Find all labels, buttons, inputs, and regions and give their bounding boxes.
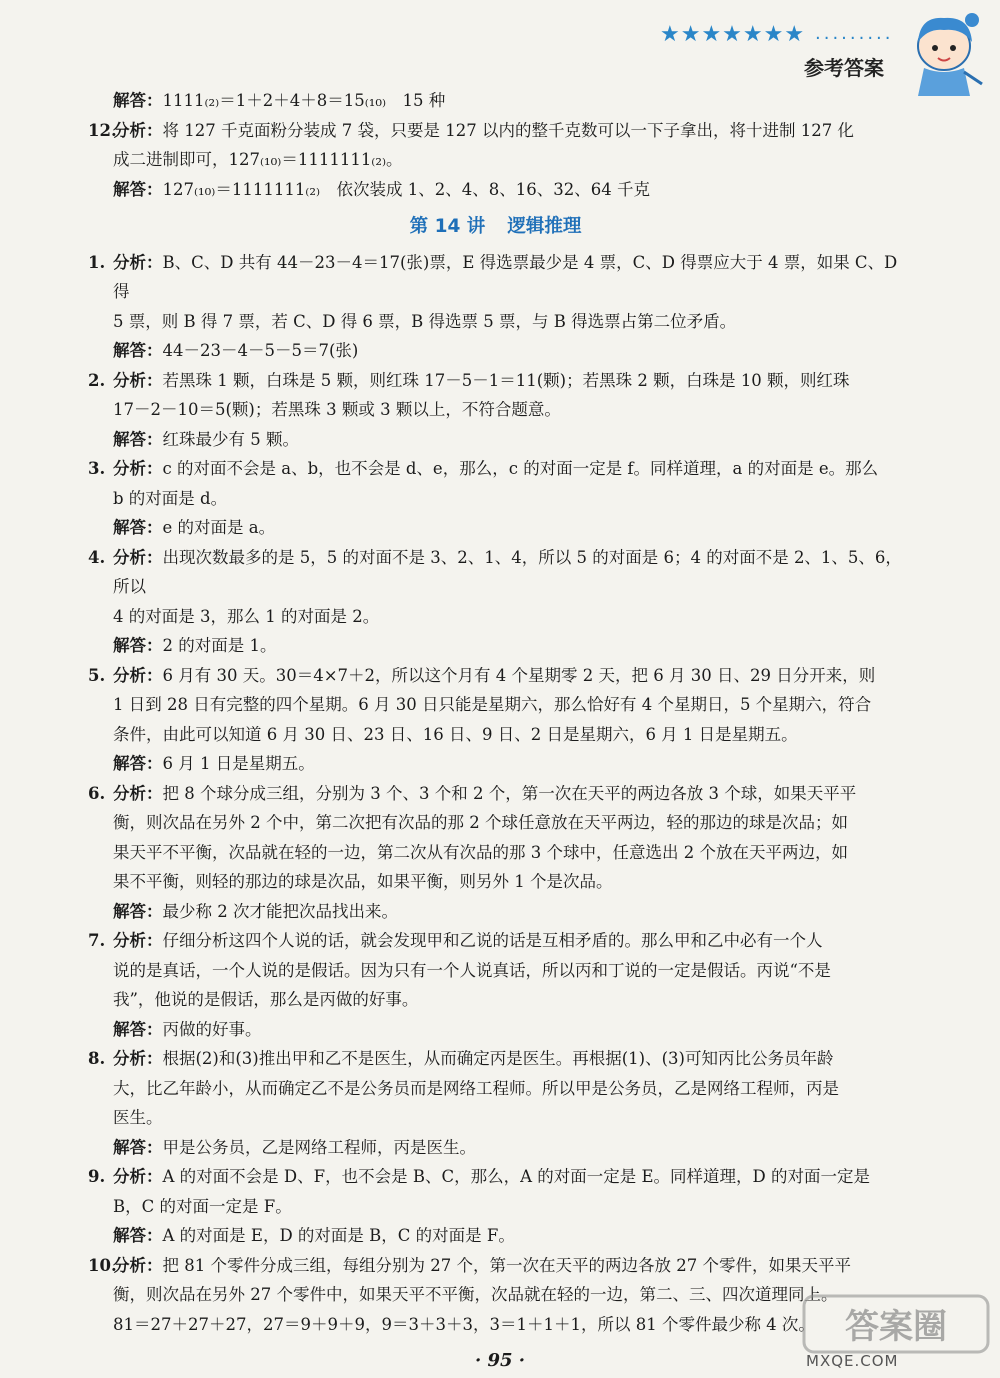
analysis-line: [113, 867, 903, 897]
watermark-url: MXQE.COM: [806, 1352, 899, 1370]
answer-line-11: [88, 86, 903, 116]
analysis-label: 分析：: [113, 1049, 163, 1068]
analysis-text: 条件，由此可以知道 6 月 30 日、23 日、16 日、9 日、2 日是星期六，6 月 1 日是星期五。: [113, 724, 798, 744]
section-name: 逻辑推理: [507, 216, 582, 237]
question-number: 12.: [88, 120, 117, 140]
question-list: [88, 248, 903, 1340]
analysis-text: 1 日到 28 日有完整的四个星期。6 月 30 日只能是星期六，那么恰好有 4 个星期日，5 个星期六，符合: [113, 695, 872, 714]
analysis-text: B，C 的对面一定是 F。: [113, 1196, 292, 1216]
analysis-line: [113, 1044, 903, 1074]
question-number: 2.: [88, 370, 106, 390]
question-item: [88, 366, 903, 455]
page-number: · 95 ·: [474, 1350, 526, 1371]
analysis-text: 果不平衡，则轻的那边的球是次品，如果平衡，则另外 1 个是次品。: [113, 872, 613, 891]
analysis-text: 仔细分析这四个人说的话，就会发现甲和乙说的话是互相矛盾的。那么甲和乙中必有一个人: [162, 931, 823, 950]
answer-label: 解答：: [113, 518, 163, 537]
analysis-line: [113, 690, 903, 720]
question-number: 10.: [88, 1255, 117, 1275]
analysis-line: [113, 1074, 903, 1104]
analysis-line: [113, 454, 903, 484]
analysis-line: [113, 116, 903, 146]
dot-row-decoration: ·········: [815, 28, 894, 49]
analysis-line: [113, 838, 903, 868]
analysis-text: B、C、D 共有 44－23－4＝17(张)票，E 得选票最少是 4 票，C、D 得票应大于 4 票，如果 C、D 得: [113, 252, 898, 301]
analysis-line: [113, 985, 903, 1015]
analysis-label: 分析：: [113, 120, 163, 140]
answer-line: [113, 336, 903, 366]
analysis-label: 分析：: [113, 459, 163, 478]
question-item: [88, 1162, 903, 1251]
analysis-line: [113, 248, 903, 307]
analysis-label: 分析：: [113, 1255, 163, 1275]
analysis-line: [113, 720, 903, 750]
answer-content: [88, 86, 903, 1339]
question-number: 5.: [88, 665, 106, 685]
analysis-text: b 的对面是 d。: [113, 488, 228, 508]
answer-label: 解答：: [113, 91, 163, 110]
girl-cartoon-icon: [900, 6, 990, 98]
answer-line: [113, 749, 903, 779]
analysis-text: 若黑珠 1 颗，白珠是 5 颗，则红珠 17－5－1＝11(颗)；若黑珠 2 颗，白珠是 10 颗，则红珠: [162, 370, 850, 390]
question-item: [88, 454, 903, 543]
analysis-label: 分析：: [113, 370, 163, 390]
question-item-12: [88, 116, 903, 205]
analysis-text: 我”，他说的是假话，那么是丙做的好事。: [113, 990, 419, 1009]
answer-text: 127₍₁₀₎＝1111111₍₂₎ 依次装成 1、2、4、8、16、32、64 千克: [162, 179, 650, 199]
answer-label: 解答：: [113, 901, 163, 921]
question-number: 4.: [88, 547, 106, 567]
analysis-label: 分析：: [113, 1167, 163, 1186]
star-row-decoration: ★★★★★★★: [660, 22, 806, 47]
answer-text: 2 的对面是 1。: [162, 636, 277, 655]
analysis-text: 大，比乙年龄小，从而确定乙不是公务员而是网络工程师。所以甲是公务员，乙是网络工程师，丙是: [113, 1078, 839, 1098]
analysis-line: [113, 1103, 903, 1133]
answer-text: 6 月 1 日是星期五。: [162, 754, 315, 773]
analysis-line: [113, 1162, 903, 1192]
analysis-line: [113, 366, 903, 396]
answer-label: 解答：: [113, 1137, 163, 1157]
answer-text: 红珠最少有 5 颗。: [162, 429, 299, 449]
analysis-line: [113, 926, 903, 956]
answer-text: A 的对面是 E，D 的对面是 B，C 的对面是 F。: [162, 1226, 515, 1245]
page-header: [0, 0, 1000, 100]
analysis-line: 成二进制即可，127₍₁₀₎＝1111111₍₂₎。: [113, 150, 403, 169]
answer-label: 解答：: [113, 754, 163, 773]
analysis-line: [113, 602, 903, 632]
analysis-text: 81＝27＋27＋27，27＝9＋9＋9，9＝3＋3＋3，3＝1＋1＋1，所以 81 个零件最少称 4 次。: [113, 1314, 815, 1334]
analysis-text: 医生。: [113, 1108, 163, 1127]
analysis-text: 出现次数最多的是 5，5 的对面不是 3、2、1、4，所以 5 的对面是 6；4 的对面不是 2、1、5、6，所以: [113, 547, 902, 596]
answer-label: 解答：: [113, 179, 163, 199]
question-item: [88, 926, 903, 1044]
analysis-line: [113, 1251, 903, 1281]
question-number: 6.: [88, 783, 106, 803]
answer-line: [113, 175, 903, 205]
analysis-line: [113, 661, 903, 691]
analysis-line: [113, 779, 903, 809]
question-number: 1.: [88, 252, 106, 272]
answer-text: 丙做的好事。: [162, 1019, 262, 1039]
answer-label: 解答：: [113, 341, 163, 360]
question-item: [88, 661, 903, 779]
question-item: [88, 779, 903, 927]
question-item: [88, 543, 903, 661]
answer-line: [113, 513, 903, 543]
answer-text: 最少称 2 次才能把次品找出来。: [162, 901, 398, 921]
analysis-text: 根据(2)和(3)推出甲和乙不是医生，从而确定丙是医生。再根据(1)、(3)可知丙比公务员年龄: [162, 1049, 834, 1068]
question-item: [88, 1251, 903, 1340]
analysis-label: 分析：: [113, 547, 163, 567]
analysis-text: 4 的对面是 3，那么 1 的对面是 2。: [113, 606, 380, 626]
section-number: 第 14 讲: [409, 216, 486, 237]
analysis-line: [113, 956, 903, 986]
question-number: 7.: [88, 931, 106, 950]
answer-line: [113, 425, 903, 455]
question-number: 8.: [88, 1049, 106, 1068]
analysis-label: 分析：: [113, 665, 163, 685]
analysis-text: 把 8 个球分成三组，分别为 3 个、3 个和 2 个，第一次在天平的两边各放 3 个球，如果天平平: [162, 783, 857, 803]
analysis-text: c 的对面不会是 a、b，也不会是 d、e，那么，c 的对面一定是 f。同样道理，a 的对面是 e。那么: [162, 459, 879, 478]
analysis-line: [113, 484, 903, 514]
answer-label: 解答：: [113, 429, 163, 449]
question-number: 3.: [88, 459, 106, 478]
answer-line: [113, 1015, 903, 1045]
analysis-text: 衡，则次品在另外 27 个零件中，如果天平不平衡，次品就在轻的一边，第二、三、四次道理同上。: [113, 1285, 838, 1304]
answer-label: 解答：: [113, 1226, 163, 1245]
analysis-text: 5 票，则 B 得 7 票，若 C、D 得 6 票，B 得选票 5 票，与 B 得选票占第二位矛盾。: [113, 311, 737, 331]
analysis-text: 果天平不平衡，次品就在轻的一边，第二次从有次品的那 3 个球中，任意选出 2 个放在天平两边，如: [113, 842, 848, 862]
analysis-text: 说的是真话，一个人说的是假话。因为只有一个人说真话，所以丙和丁说的一定是假话。丙说“不是: [113, 960, 831, 980]
analysis-label: 分析：: [113, 931, 163, 950]
answer-label: 解答：: [113, 636, 163, 655]
answer-text: 44－23－4－5－5＝7(张): [162, 341, 359, 360]
analysis-line: [113, 395, 903, 425]
analysis-line: [113, 543, 903, 602]
analysis-text: 把 81 个零件分成三组，每组分别为 27 个，第一次在天平的两边各放 27 个零件，如果天平平: [162, 1255, 851, 1275]
question-number: 9.: [88, 1167, 106, 1186]
answer-line: [113, 631, 903, 661]
answer-line: [113, 1133, 903, 1163]
analysis-label: 分析：: [113, 783, 163, 803]
analysis-text: 将 127 千克面粉分装成 7 袋，只要是 127 以内的整千克数可以一下子拿出，将十进制 127 化: [162, 120, 854, 140]
analysis-text: 17－2－10＝5(颗)；若黑珠 3 颗或 3 颗以上，不符合题意。: [113, 400, 561, 419]
answer-text: 1111₍₂₎＝1＋2＋4＋8＝15₍₁₀₎ 15 种: [162, 91, 446, 110]
answer-label: 解答：: [113, 1019, 163, 1039]
question-item: [88, 248, 903, 366]
answer-text: 甲是公务员，乙是网络工程师，丙是医生。: [162, 1137, 476, 1157]
header-title: 参考答案: [804, 56, 884, 80]
answer-text: e 的对面是 a。: [162, 518, 276, 537]
analysis-line: [113, 1310, 903, 1340]
answer-line: [113, 897, 903, 927]
analysis-text: A 的对面不会是 D、F，也不会是 B、C，那么，A 的对面一定是 E。同样道理，D 的对面一定是: [162, 1167, 871, 1186]
question-item: [88, 1044, 903, 1162]
analysis-text: 6 月有 30 天。30＝4×7＋2，所以这个月有 4 个星期零 2 天，把 6 月 30 日、29 日分开来，则: [162, 665, 876, 685]
section-title: [88, 212, 903, 242]
analysis-line: [113, 307, 903, 337]
analysis-text: 衡，则次品在另外 2 个中，第二次把有次品的那 2 个球任意放在天平两边，轻的那边的球是次品；如: [113, 813, 848, 832]
analysis-label: 分析：: [113, 252, 163, 272]
svg-text:答案圈: 答案圈: [845, 1307, 947, 1347]
analysis-line: [113, 1192, 903, 1222]
answer-line: [113, 1221, 903, 1251]
analysis-line: [113, 808, 903, 838]
analysis-line: [113, 1280, 903, 1310]
